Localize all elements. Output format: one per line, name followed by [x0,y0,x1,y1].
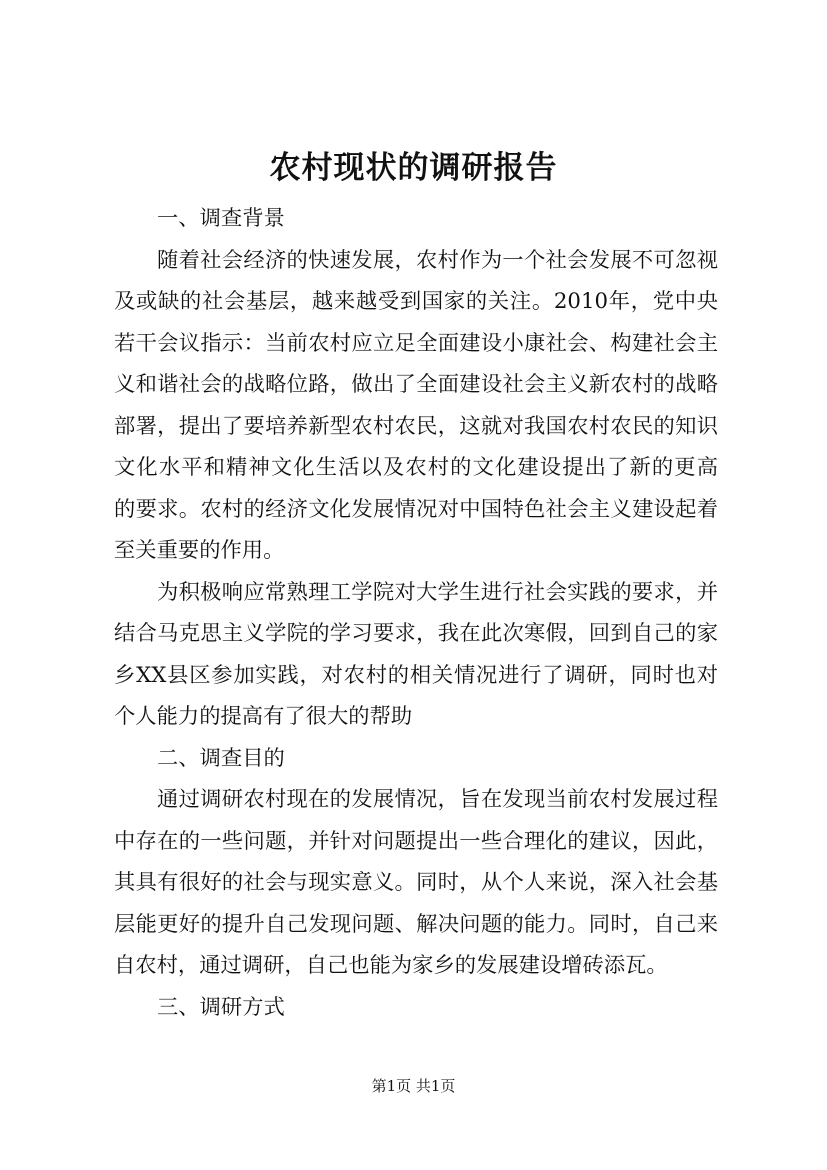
paragraph-line: 通过调研农村现在的发展情况，旨在发现当前农村发展过程 [157,787,718,812]
paragraph-line: 的要求。农村的经济文化发展情况对中国特色社会主义建设起着 [114,496,718,522]
paragraph-line: 乡XX县区参加实践，对农村的相关情况进行了调研，同时也对 [114,662,718,688]
paragraph-line: 结合马克思主义学院的学习要求，我在此次寒假，回到自己的家 [114,621,718,646]
paragraph-line: 层能更好的提升自己发现问题、解决问题的能力。同时，自己来 [114,911,718,937]
section-heading-purpose: 二、调查目的 [157,745,285,771]
paragraph-line: 中存在的一些问题，并针对问题提出一些合理化的建议，因此， [114,828,718,854]
paragraph-line: 若干会议指示：当前农村应立足全面建设小康社会、构建社会主 [114,330,718,356]
paragraph-line: 义和谐社会的战略位路，做出了全面建设社会主义新农村的战略 [114,372,718,397]
paragraph-line: 个人能力的提高有了很大的帮助 [114,704,413,729]
paragraph-line: 部署，提出了要培养新型农村农民，这就对我国农村农民的知识 [114,413,718,439]
paragraph-line: 自农村，通过调研，自己也能为家乡的发展建设增砖添瓦。 [114,953,668,978]
document-title: 农村现状的调研报告 [269,150,558,186]
paragraph-line: 为积极响应常熟理工学院对大学生进行社会实践的要求，并 [157,579,718,605]
paragraph-line: 随着社会经济的快速发展，农村作为一个社会发展不可忽视 [157,247,718,273]
page-footer: 第1页 共1页 [371,1077,456,1095]
paragraph-line: 至关重要的作用。 [114,538,285,563]
document-body [114,198,718,1028]
section-heading-background: 一、调查背景 [157,206,285,231]
paragraph-line: 及或缺的社会基层，越来越受到国家的关注。2010年，党中央 [114,289,718,314]
paragraph-line: 其具有很好的社会与现实意义。同时，从个人来说，深入社会基 [114,870,718,895]
paragraph-line: 文化水平和精神文化生活以及农村的文化建设提出了新的更高 [114,455,718,480]
section-heading-method: 三、调研方式 [157,994,285,1020]
